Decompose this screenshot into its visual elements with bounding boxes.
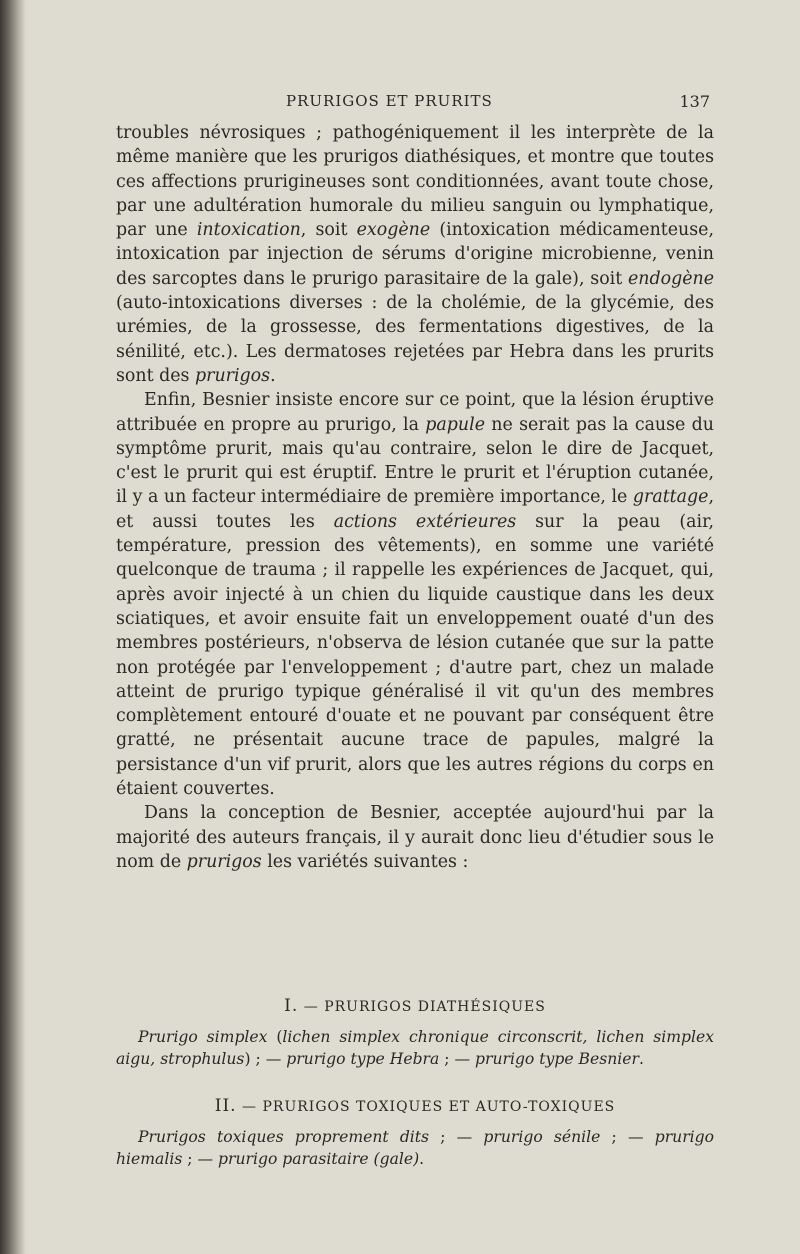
running-head [100, 92, 716, 116]
text-run: . [270, 365, 276, 386]
section-numeral: I. [284, 996, 299, 1016]
section-2 [116, 1096, 714, 1170]
text-run: sur la peau (air, température, pression des vêtements), en somme une variété quelconque de trauma ; il rappelle les expériences de Jacquet, qui, après avoir injecté à un chien du liquide caustique dans les deux sciatiques, et avoir ensuite fait un enveloppement ouaté d'un des membres postérieurs, n'observa de lésion cutanée que sur la patte non protégée par l'enveloppement ; d'autre part, chez un malade atteint de prurigo typique généralisé il vit qu'un des membres complètement entouré d'ouate et ne pouvant par conséquent être gratté, ne présentait aucune trace de papules, malgré la persistance d'un vif prurit, alors que les autres régions du corps en étaient couvertes. [116, 511, 714, 800]
section-title: PRURIGOS DIATHÉSIQUES [324, 999, 546, 1015]
text-run: Enfin, Besnier insiste encore sur ce point, que la lésion éruptive attribuée en propre au prurigo, la [116, 390, 714, 435]
text-run: , soit [300, 220, 357, 241]
text-run: (auto-intoxications diverses : de la cholémie, de la glycémie, des urémies, de la grossesse, des fermentations digestives, de la sénilité, etc.). Les dermatoses rejetées par Hebra dans les prurits sont des [116, 293, 714, 386]
text-run: , et aussi toutes les [116, 487, 714, 532]
section-dash: — [242, 1099, 258, 1115]
text-run-italic: actions extérieures [333, 511, 517, 532]
text-run: ; — [600, 1128, 655, 1146]
main-text [116, 121, 714, 874]
text-run: ne serait pas la cause du symptôme prurit, mais qu'au contraire, selon le dire de Jacquet, c'est le prurit qui est éruptif. Entre le prurit et l'éruption cutanée, il y a un facteur intermédiaire de première importance, le [116, 414, 714, 508]
section-1 [116, 996, 714, 1070]
text-run-italic: exogène [356, 220, 431, 241]
text-run-italic: prurigo type Hebra [286, 1050, 440, 1068]
section-numeral: II. [214, 1096, 237, 1116]
text-run-italic: prurigo sénile [483, 1128, 601, 1146]
text-run: ; — [182, 1150, 219, 1168]
section-heading [116, 1096, 714, 1116]
book-page [100, 0, 716, 1254]
text-run: . [638, 1050, 644, 1068]
paragraph-2 [116, 388, 714, 801]
text-run-italic: Prurigos toxiques proprement dits [138, 1128, 430, 1146]
section-dash: — [303, 999, 319, 1015]
text-run: (intoxication médicamenteuse, intoxication par injection de sérums d'origine microbienne, venin des sarcoptes dans le prurigo parasitaire de la gale), soit [116, 220, 714, 289]
text-run: ; — [439, 1050, 476, 1068]
section-title: PRURIGOS TOXIQUES ET AUTO-TOXIQUES [262, 1099, 616, 1115]
text-run-italic: endogène [627, 268, 714, 289]
text-run: ; — [429, 1128, 484, 1146]
text-run-italic: grattage [632, 487, 709, 508]
book-spine-shadow [0, 0, 26, 1254]
text-run: troubles névrosiques ; pathogéniquement il les interprète de la même manière que les prurigos diathésiques, et montre que toutes ces affections prurigineuses sont conditionnées, avant toute chose, par une adultération humorale du milieu sanguin ou lymphatique, par une [116, 123, 714, 241]
text-run-italic: lichen simplex chronique circonscrit, lichen simplex aigu, strophulus [116, 1028, 715, 1068]
paragraph-1 [116, 121, 714, 388]
paragraph-3 [116, 801, 714, 874]
text-run-italic: Prurigo simplex [138, 1028, 268, 1046]
text-run: ) ; — [244, 1050, 287, 1068]
text-run-italic: intoxication [196, 220, 301, 241]
text-run-italic: prurigo type Besnier [475, 1050, 639, 1068]
section-body [116, 1126, 714, 1170]
text-run: ( [267, 1028, 283, 1046]
text-run-italic: prurigo parasitaire (gale) [218, 1150, 420, 1168]
text-run-italic: papule [425, 414, 485, 435]
text-run: les variétés suivantes : [261, 851, 469, 872]
section-heading [116, 996, 714, 1016]
text-run-italic: prurigo hiemalis [116, 1128, 715, 1168]
text-run-italic: prurigos [195, 365, 271, 386]
text-run: Dans la conception de Besnier, acceptée aujourd'hui par la majorité des auteurs français, il y aurait donc lieu d'étudier sous le nom de [116, 803, 714, 872]
section-body [116, 1026, 714, 1070]
running-title: PRURIGOS ET PRURITS [286, 92, 493, 110]
page-number: 137 [679, 92, 710, 111]
text-run-italic: prurigos [186, 851, 262, 872]
text-run: . [419, 1150, 425, 1168]
